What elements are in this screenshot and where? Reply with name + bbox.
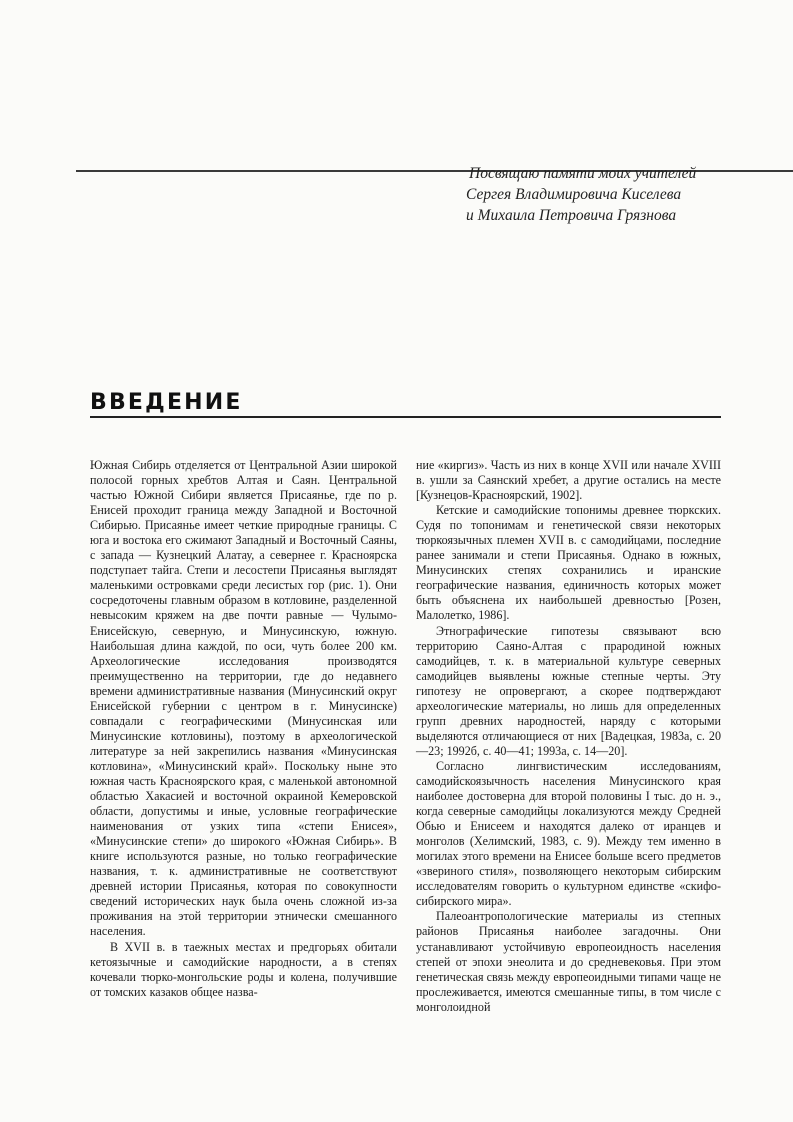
left-column bbox=[90, 458, 397, 1000]
dedication-line-1: Посвящаю памяти моих учителей bbox=[469, 165, 697, 182]
section-title: ВВЕДЕНИЕ bbox=[90, 390, 243, 415]
paragraph: Согласно лингвистическим исследованиям, самодийскоязычность населения Минусинского края наиболее достоверна для второй половины I тыс. до н. э., когда северные самодийцы локализуются между Средней Обью и Енисеем и находятся далеко от иранцев и монголов (Хелимский, 1983, с. 9). Между тем именно в могилах этого времени на Енисее больше всего предметов «звериного стиля», позволяющего некоторым сибирским исследователям говорить о культурном единстве «скифо-сибирского мира». bbox=[416, 758, 721, 909]
paragraph: Южная Сибирь отделяется от Центральной Азии широкой полосой горных хребтов Алтая и Саян. Центральной частью Южной Сибири является Присаянье, где по р. Енисей проходит граница между Западной и Восточной Сибирью. Присаянье имеет четкие природные границы. С юга и востока его сжимают Западный и Восточный Саяны, с запада — Кузнецкий Алатау, а севернее г. Красноярска подступает тайга. Степи и лесостепи Присаянья выглядят маленькими островками среди лесистых гор (рис. 1). Они сосредоточены главным образом в котловине, разделенной невысоким кряжем на две почти равные — Чулымо-Енисейскую, северную, и Минусинскую, южную. Наибольшая длина каждой, по оси, чуть более 200 км. Археологические исследования производятся преимущественно на территории, где до недавнего времени административные названия (Минусинский округ Енисейской губернии с центром в г. Минусинске) совпадали с географическими (Минусинская или Минусинские котловины), поэтому в археологической литературе за ней закрепились названия «Минусинская котловина», «Минусинский край». Поскольку ныне это южная часть Красноярского края, с маленькой автономной областью Хакасией и восточной окраиной Кемеровской области, допустимы и иные, условные географические наименования от узких типа «степи Енисея», «Минусинские степи» до широкого «Южная Сибирь». В книге используются разные, но только географические названия, т. к. административные не соответствуют древней истории Присаянья, которая по совокупности сведений исторических наук была очень сложной из-за проживания на этой территории этнически смешанного населения. bbox=[90, 458, 397, 939]
dedication bbox=[466, 163, 766, 226]
paragraph: Этнографические гипотезы связывают всю территорию Саяно-Алтая с прародиной южных самодийцев, т. к. в материальной культуре северных самодийцев выявлены южные степные черты. Эту гипотезу не опровергают, а скорее подтверждают археологические материалы, но лишь для определенных групп древних народностей, наряду с которыми выделяются отличающиеся от них [Вадецкая, 1983а, с. 20—23; 1992б, с. 40—41; 1993а, с. 14—20]. bbox=[416, 623, 721, 758]
right-column bbox=[416, 458, 721, 1015]
paragraph: Кетские и самодийские топонимы древнее тюркских. Судя по топонимам и генетической связи некоторых тюркоязычных племен XVII в. с самодийцами, последние ранее занимали и степи Присаянья. Однако в южных, Минусинских степях сохранились и иранские географические названия, единичность которых может быть объяснена их наибольшей древностью [Розен, Малолетко, 1986]. bbox=[416, 503, 721, 623]
dedication-line-2: Сергея Владимировича Киселева bbox=[466, 186, 682, 203]
dedication-line-3: и Михаила Петровича Грязнова bbox=[466, 207, 677, 224]
paragraph: ние «киргиз». Часть из них в конце XVII или начале XVIII в. ушли за Саянский хребет, а другие остались на месте [Кузнецов-Красноярский, 1902]. bbox=[416, 458, 721, 503]
paragraph: В XVII в. в таежных местах и предгорьях обитали кетоязычные и самодийские народности, а в степях кочевали тюрко-монгольские роды и колена, получившие от томских казаков общее назва- bbox=[90, 939, 397, 999]
section-title-rule bbox=[90, 416, 721, 418]
paragraph: Палеоантропологические материалы из степных районов Присаянья наиболее загадочны. Они устанавливают устойчивую европеоидность населения степей от эпохи энеолита и до средневековья. При этом генетическая связь между европеоидными типами чаще не прослеживается, имеются смешанные типы, в том числе с монголоидной bbox=[416, 909, 721, 1014]
